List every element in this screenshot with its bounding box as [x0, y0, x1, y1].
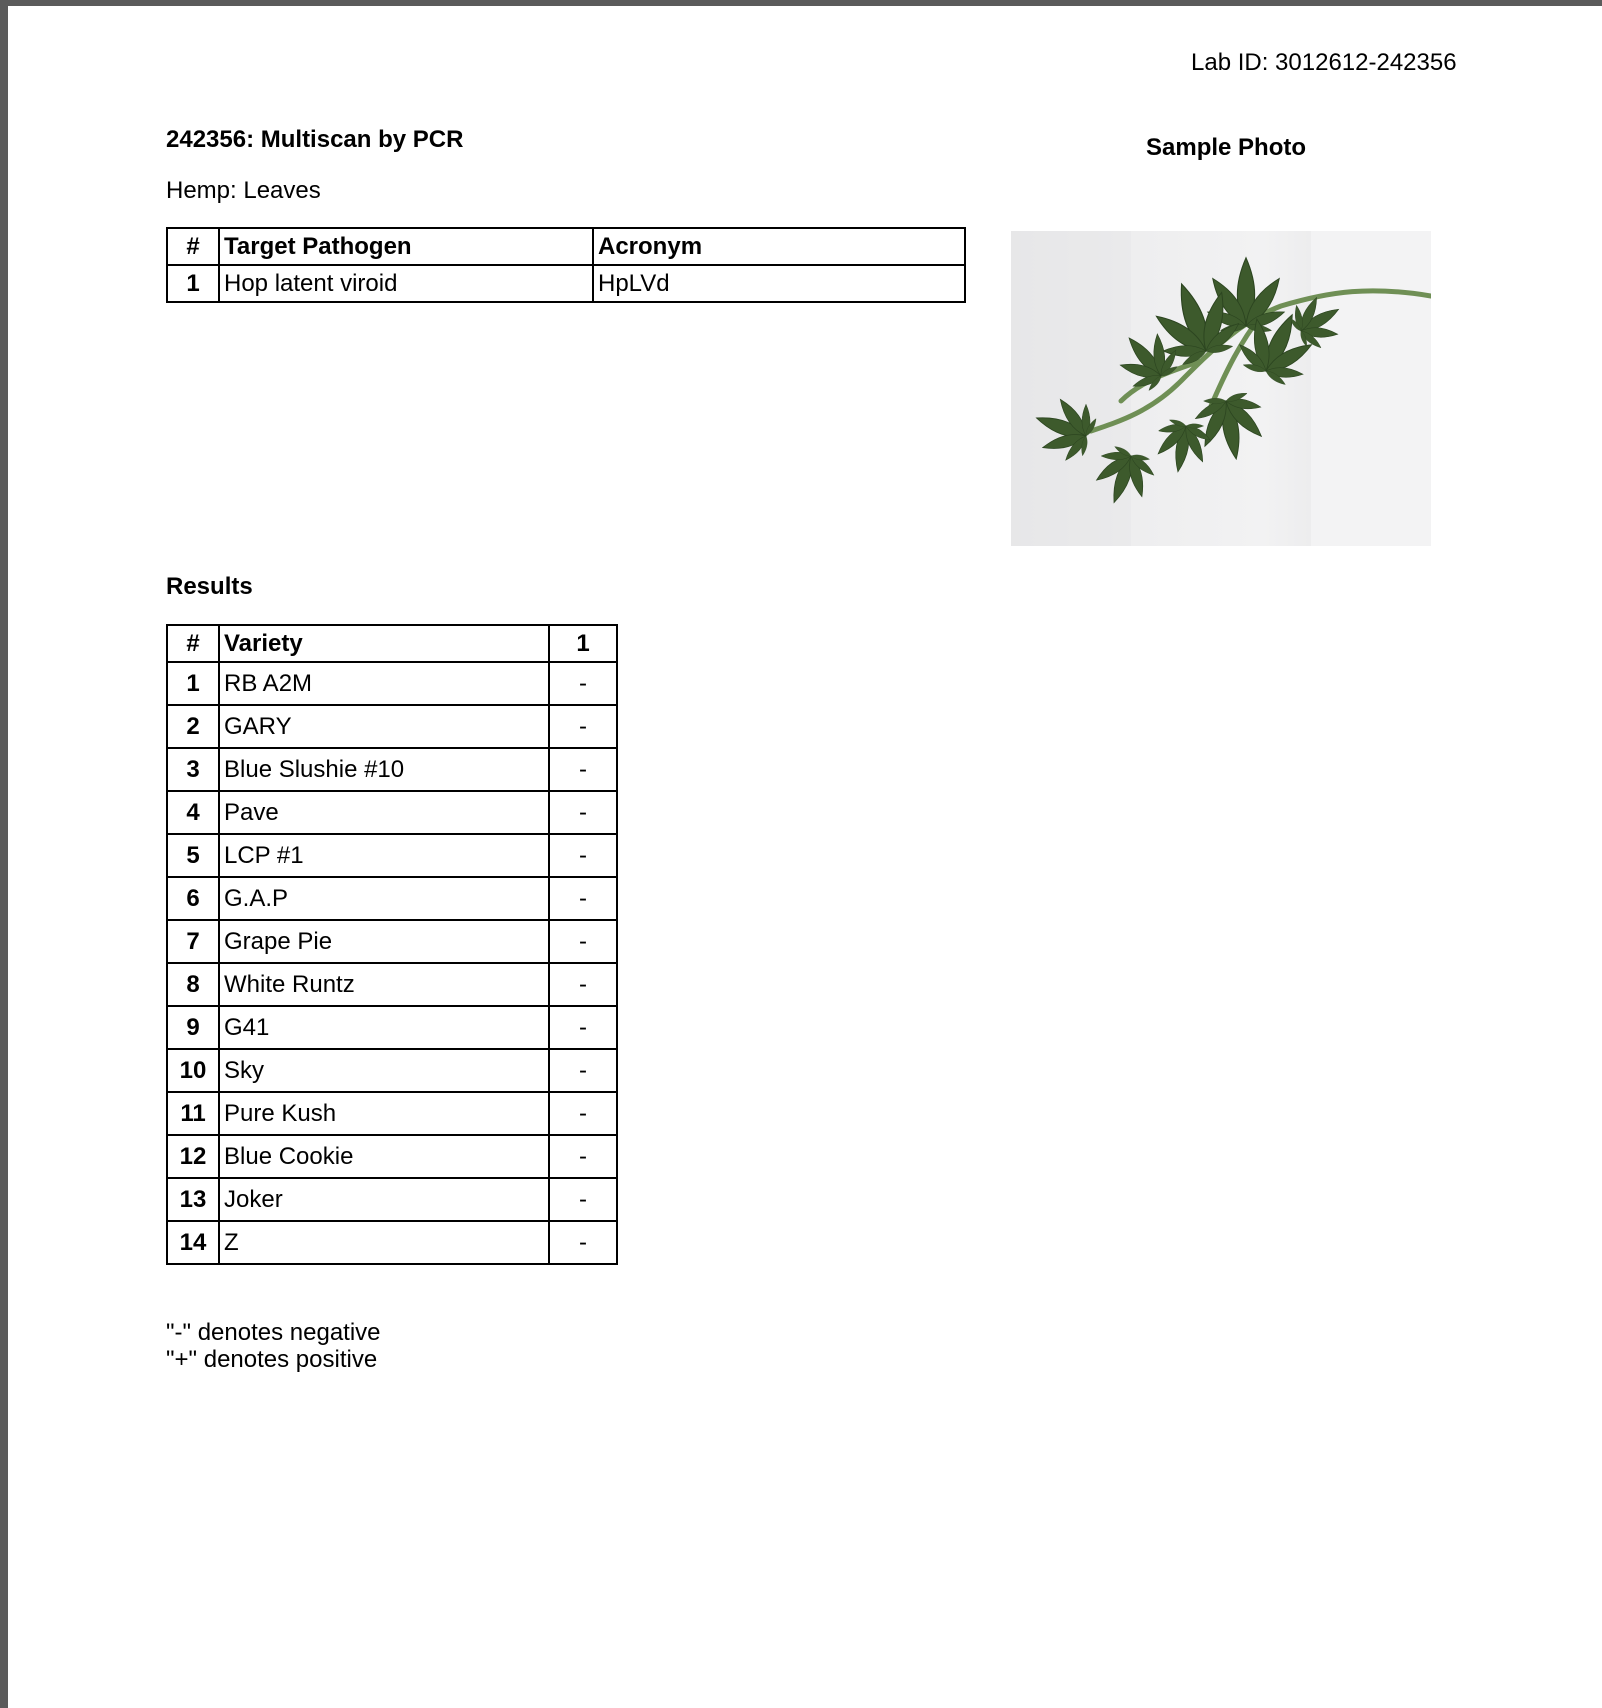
results-table-header	[167, 625, 617, 662]
result-value: -	[549, 963, 617, 1006]
header-pathogen-1: 1	[549, 625, 617, 662]
result-value: -	[549, 920, 617, 963]
result-value: -	[549, 877, 617, 920]
table-row	[167, 662, 617, 705]
hemp-leaves-illustration	[1011, 231, 1431, 546]
row-number: 13	[167, 1178, 219, 1221]
row-number: 4	[167, 791, 219, 834]
variety-name: Pure Kush	[219, 1092, 549, 1135]
table-row	[167, 963, 617, 1006]
variety-name: GARY	[219, 705, 549, 748]
result-value: -	[549, 1221, 617, 1264]
table-row	[167, 1135, 617, 1178]
result-value: -	[549, 1049, 617, 1092]
pathogen-table	[166, 227, 966, 303]
variety-name: LCP #1	[219, 834, 549, 877]
variety-name: G.A.P	[219, 877, 549, 920]
table-row	[167, 877, 617, 920]
row-number: 12	[167, 1135, 219, 1178]
results-title: Results	[166, 573, 253, 600]
result-value: -	[549, 1135, 617, 1178]
table-row	[167, 834, 617, 877]
header-acronym: Acronym	[593, 228, 965, 265]
table-row	[167, 920, 617, 963]
row-number: 2	[167, 705, 219, 748]
table-row	[167, 1049, 617, 1092]
row-number: 10	[167, 1049, 219, 1092]
row-number: 1	[167, 662, 219, 705]
table-row	[167, 1006, 617, 1049]
variety-name: Pave	[219, 791, 549, 834]
sample-matrix: Hemp: Leaves	[166, 177, 321, 204]
result-value: -	[549, 834, 617, 877]
row-number: 7	[167, 920, 219, 963]
result-value: -	[549, 791, 617, 834]
header-number: #	[167, 625, 219, 662]
report-page	[8, 6, 1602, 1708]
row-number: 11	[167, 1092, 219, 1135]
row-number: 6	[167, 877, 219, 920]
lab-id: Lab ID: 3012612-242356	[1191, 49, 1457, 76]
table-row	[167, 1221, 617, 1264]
header-variety: Variety	[219, 625, 549, 662]
header-number: #	[167, 228, 219, 265]
row-number: 8	[167, 963, 219, 1006]
legend-positive: "+" denotes positive	[166, 1346, 378, 1373]
pathogen-table-header	[167, 228, 965, 265]
result-value: -	[549, 662, 617, 705]
legend-negative: "-" denotes negative	[166, 1319, 381, 1346]
pathogen-row	[167, 265, 965, 302]
test-title: 242356: Multiscan by PCR	[166, 126, 464, 153]
header-target-pathogen: Target Pathogen	[219, 228, 593, 265]
result-value: -	[549, 748, 617, 791]
variety-name: Sky	[219, 1049, 549, 1092]
row-number: 14	[167, 1221, 219, 1264]
variety-name: RB A2M	[219, 662, 549, 705]
table-row	[167, 1178, 617, 1221]
result-value: -	[549, 1178, 617, 1221]
photo-title: Sample Photo	[1146, 134, 1307, 161]
variety-name: Joker	[219, 1178, 549, 1221]
variety-name: Z	[219, 1221, 549, 1264]
table-row	[167, 1092, 617, 1135]
pathogen-acronym: HpLVd	[593, 265, 965, 302]
result-legend	[166, 1319, 381, 1373]
pathogen-number: 1	[167, 265, 219, 302]
result-value: -	[549, 1092, 617, 1135]
row-number: 3	[167, 748, 219, 791]
row-number: 5	[167, 834, 219, 877]
pathogen-name: Hop latent viroid	[219, 265, 593, 302]
sample-photo	[1011, 231, 1431, 546]
result-value: -	[549, 705, 617, 748]
variety-name: G41	[219, 1006, 549, 1049]
row-number: 9	[167, 1006, 219, 1049]
variety-name: White Runtz	[219, 963, 549, 1006]
variety-name: Blue Slushie #10	[219, 748, 549, 791]
results-table	[166, 624, 618, 1265]
variety-name: Grape Pie	[219, 920, 549, 963]
table-row	[167, 748, 617, 791]
table-row	[167, 705, 617, 748]
table-row	[167, 791, 617, 834]
result-value: -	[549, 1006, 617, 1049]
variety-name: Blue Cookie	[219, 1135, 549, 1178]
